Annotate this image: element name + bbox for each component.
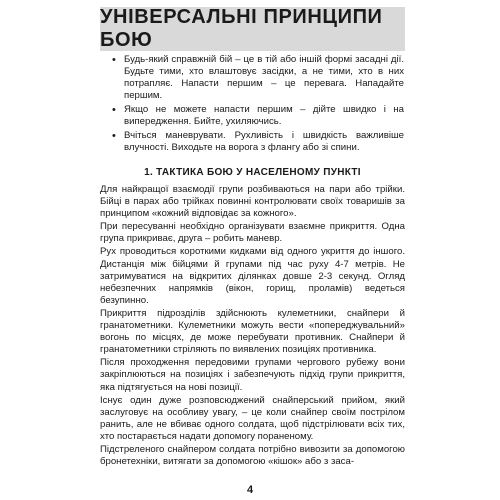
paragraph: Існує один дуже розповсюджений снайперський прийом, який заслуговує на особливу увагу, – це коли снайпер своїм пострілом ранить, але не вбиває одного солдата, щоб підстрілювати всіх тих, хто постарається надати допомогу пораненому. [100, 394, 405, 442]
principles-list [112, 54, 404, 156]
page-title: УНІВЕРСАЛЬНІ ПРИНЦИПИ БОЮ [100, 6, 383, 51]
principle-item: • Будь-який справжній бій – це в тій або іншій формі засадні дії. Будьте тими, хто влаштовує засідки, а не тими, хто в них потрапляє. Напасти першим – це перевага. Нападайте першим. [112, 54, 404, 102]
page-number: 4 [246, 484, 254, 496]
paragraph: При пересуванні необхідно організувати взаємне прикриття. Одна група прикриває, друга – робить маневр. [100, 221, 405, 245]
principle-item: • Вчіться маневрувати. Рухливість і швидкість важливіше влучності. Виходьте на ворога з флангу або зі спини. [112, 130, 404, 154]
title-banner [100, 7, 405, 51]
paragraph: Після проходження передовими групами чергового рубежу вони закріплюються на позиціях і забезпечують підхід групи прикриття, яка підтягується на нові позиції. [100, 357, 405, 393]
principle-item: • Якщо не можете напасти першим – дійте швидко і на випередження. Бийте, ухиляючись. [112, 104, 404, 128]
paragraph: Для найкращої взаємодії групи розбиваються на пари або трійки. Бійці в парах або трійках повинні контролювати своїх товаришів за принципом «кожний відповідає за кожного». [100, 184, 405, 220]
paragraph: Підстреленого снайпером солдата потрібно вивозити за допомогою бронетехніки, витягати за допомогою «кішок» або з заса- [100, 443, 405, 468]
section-heading: 1. ТАКТИКА БОЮ У НАСЕЛЕНОМУ ПУНКТІ [144, 167, 361, 178]
section-body [100, 184, 405, 469]
paragraph: Прикриття підрозділів здійснюють кулеметники, снайпери й гранатометники. Кулеметники можуть вести «попереджувальний» вогонь по місцях, де може перебувати противник. Снайпери й гранатометники стріляють по виявлених позиціях противника. [100, 307, 405, 356]
paragraph: Рух проводиться короткими кидками від одного укриття до іншого. Дистанція між бійцями й групами під час руху 4-7 метрів. Не затримуватися на відкритих ділянках довше 2-3 секунд. Огляд небезпечних напрямків (вікон, горищ, проламів) ведеться безупинно. [100, 246, 405, 306]
